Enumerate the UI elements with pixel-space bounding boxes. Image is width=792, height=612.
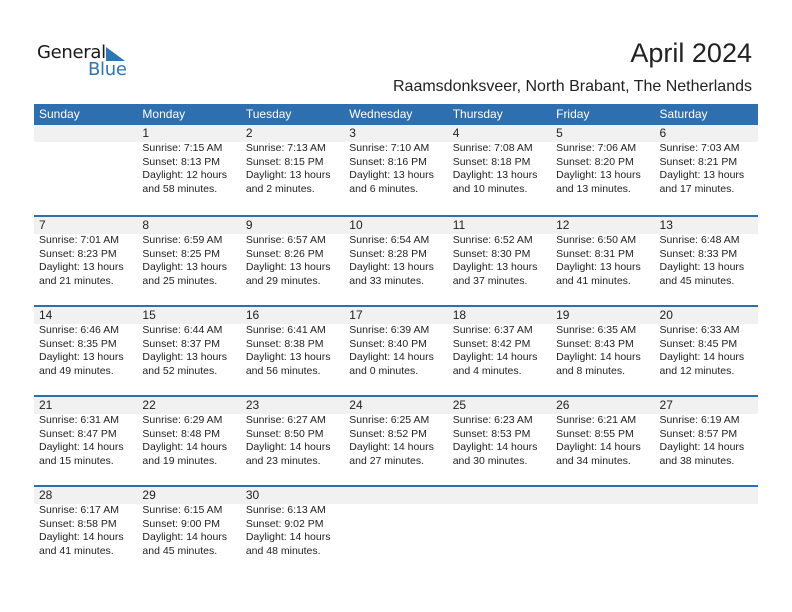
daylight-minutes: and 13 minutes. bbox=[556, 182, 631, 195]
day-number: 11 bbox=[452, 218, 466, 232]
day-number: 28 bbox=[39, 488, 53, 502]
day-number: 4 bbox=[452, 126, 460, 140]
sunrise-time: Sunrise: 7:15 AM bbox=[142, 142, 223, 154]
daylight-minutes: and 45 minutes. bbox=[659, 274, 735, 287]
day-cell bbox=[34, 307, 137, 378]
week-row bbox=[34, 305, 758, 395]
daylight-minutes: and 10 minutes. bbox=[452, 182, 528, 195]
sunrise-time: Sunrise: 6:23 AM bbox=[452, 414, 533, 426]
sunrise-time: Sunrise: 6:54 AM bbox=[349, 234, 430, 246]
day-cell bbox=[241, 125, 344, 196]
sunrise-time: Sunrise: 6:17 AM bbox=[39, 504, 119, 516]
sunset-time: Sunset: 8:52 PM bbox=[349, 427, 427, 440]
day-cell bbox=[551, 307, 654, 378]
day-number: 6 bbox=[659, 126, 667, 140]
sunset-time: Sunset: 8:55 PM bbox=[556, 427, 634, 440]
daylight-hours: Daylight: 13 hours bbox=[659, 261, 745, 273]
daylight-hours: Daylight: 14 hours bbox=[245, 531, 331, 543]
daylight-hours: Daylight: 13 hours bbox=[245, 169, 331, 181]
daylight-minutes: and 25 minutes. bbox=[142, 274, 218, 287]
sunset-time: Sunset: 8:23 PM bbox=[39, 247, 117, 260]
sunset-time: Sunset: 8:20 PM bbox=[556, 155, 634, 168]
daylight-hours: Daylight: 14 hours bbox=[349, 441, 434, 453]
day-cell bbox=[344, 125, 447, 196]
weekday-wednesday: Wednesday bbox=[349, 107, 413, 121]
day-number: 24 bbox=[349, 398, 363, 412]
empty-day-cell bbox=[448, 487, 551, 558]
day-cell bbox=[551, 217, 654, 288]
daylight-minutes: and 49 minutes. bbox=[39, 364, 114, 377]
daylight-minutes: and 4 minutes. bbox=[452, 364, 522, 377]
sunset-time: Sunset: 8:48 PM bbox=[142, 427, 221, 440]
sunrise-time: Sunrise: 6:59 AM bbox=[142, 234, 223, 246]
week-row bbox=[34, 215, 758, 305]
weekday-monday: Monday bbox=[142, 107, 186, 121]
page-title: April 2024 bbox=[630, 38, 752, 68]
week-row bbox=[34, 395, 758, 485]
daylight-hours: Daylight: 13 hours bbox=[142, 261, 228, 273]
weekday-thursday: Thursday bbox=[452, 107, 503, 121]
daylight-hours: Daylight: 14 hours bbox=[659, 441, 745, 453]
week-row bbox=[34, 485, 758, 575]
day-cell bbox=[655, 307, 758, 378]
day-cell bbox=[448, 217, 551, 288]
daylight-minutes: and 2 minutes. bbox=[245, 182, 315, 195]
empty-day-cell bbox=[655, 487, 758, 558]
daylight-hours: Daylight: 13 hours bbox=[452, 261, 538, 273]
sunrise-time: Sunrise: 7:08 AM bbox=[452, 142, 533, 154]
daylight-minutes: and 30 minutes. bbox=[452, 454, 528, 467]
daylight-minutes: and 56 minutes. bbox=[245, 364, 321, 377]
day-number: 3 bbox=[349, 126, 356, 140]
daylight-minutes: and 45 minutes. bbox=[142, 544, 218, 557]
day-number: 5 bbox=[556, 126, 563, 140]
sunrise-time: Sunrise: 6:25 AM bbox=[349, 414, 430, 426]
sunrise-time: Sunrise: 6:52 AM bbox=[452, 234, 533, 246]
day-cell bbox=[241, 217, 344, 288]
sunset-time: Sunset: 9:00 PM bbox=[142, 517, 221, 530]
day-cell bbox=[655, 125, 758, 196]
sunrise-time: Sunrise: 6:37 AM bbox=[452, 324, 533, 336]
location-subtitle: Raamsdonksveer, North Brabant, The Netherlands bbox=[392, 78, 752, 95]
sunset-time: Sunset: 8:18 PM bbox=[452, 155, 531, 168]
daylight-hours: Daylight: 14 hours bbox=[349, 351, 434, 363]
day-number: 12 bbox=[556, 218, 570, 232]
day-cell bbox=[448, 397, 551, 468]
day-number: 23 bbox=[245, 398, 260, 412]
daylight-hours: Daylight: 13 hours bbox=[39, 351, 124, 363]
daylight-hours: Daylight: 13 hours bbox=[452, 169, 538, 181]
sunset-time: Sunset: 8:16 PM bbox=[349, 155, 427, 168]
week-days bbox=[34, 217, 758, 288]
day-number: 7 bbox=[39, 218, 46, 232]
week-days bbox=[34, 397, 758, 468]
daylight-minutes: and 6 minutes. bbox=[349, 182, 419, 195]
day-cell bbox=[448, 125, 551, 196]
day-number: 2 bbox=[245, 126, 253, 140]
daylight-minutes: and 23 minutes. bbox=[245, 454, 321, 467]
sunrise-time: Sunrise: 6:19 AM bbox=[659, 414, 740, 426]
day-number: 22 bbox=[142, 398, 156, 412]
daylight-minutes: and 27 minutes. bbox=[349, 454, 424, 467]
day-number: 21 bbox=[39, 398, 53, 412]
daylight-minutes: and 15 minutes. bbox=[39, 454, 114, 467]
daylight-hours: Daylight: 13 hours bbox=[142, 351, 228, 363]
daylight-minutes: and 52 minutes. bbox=[142, 364, 218, 377]
sunrise-time: Sunrise: 6:31 AM bbox=[39, 414, 119, 426]
day-cell bbox=[137, 307, 240, 378]
sunrise-time: Sunrise: 6:50 AM bbox=[556, 234, 637, 246]
weekday-friday: Friday bbox=[556, 107, 590, 121]
daylight-minutes: and 12 minutes. bbox=[659, 364, 735, 377]
daylight-hours: Daylight: 14 hours bbox=[245, 441, 331, 453]
weeks-container bbox=[34, 104, 758, 575]
daylight-hours: Daylight: 13 hours bbox=[349, 261, 434, 273]
sunrise-time: Sunrise: 7:10 AM bbox=[349, 142, 430, 154]
sunrise-time: Sunrise: 6:46 AM bbox=[39, 324, 119, 336]
sunset-time: Sunset: 8:47 PM bbox=[39, 427, 117, 440]
sunset-time: Sunset: 8:57 PM bbox=[659, 427, 738, 440]
sunrise-time: Sunrise: 7:03 AM bbox=[659, 142, 740, 154]
sunset-time: Sunset: 8:26 PM bbox=[245, 247, 324, 260]
day-cell bbox=[655, 397, 758, 468]
day-cell bbox=[344, 307, 447, 378]
day-cell bbox=[34, 397, 137, 468]
sunset-time: Sunset: 8:35 PM bbox=[39, 337, 117, 350]
day-cell bbox=[137, 125, 240, 196]
daylight-minutes: and 8 minutes. bbox=[556, 364, 625, 377]
sunrise-time: Sunrise: 6:27 AM bbox=[245, 414, 326, 426]
sunrise-time: Sunrise: 6:29 AM bbox=[142, 414, 223, 426]
sunset-time: Sunset: 8:37 PM bbox=[142, 337, 221, 350]
daylight-minutes: and 41 minutes. bbox=[39, 544, 114, 557]
sunset-time: Sunset: 8:15 PM bbox=[245, 155, 324, 168]
daylight-hours: Daylight: 13 hours bbox=[245, 351, 331, 363]
sunset-time: Sunset: 8:45 PM bbox=[659, 337, 738, 350]
day-number: 13 bbox=[659, 218, 673, 232]
daylight-hours: Daylight: 12 hours bbox=[142, 169, 228, 181]
sunset-time: Sunset: 9:02 PM bbox=[245, 517, 324, 530]
brand-logo bbox=[37, 42, 137, 82]
daylight-hours: Daylight: 13 hours bbox=[39, 261, 124, 273]
daylight-minutes: and 38 minutes. bbox=[659, 454, 735, 467]
day-number: 27 bbox=[659, 398, 673, 412]
day-cell bbox=[448, 307, 551, 378]
day-cell bbox=[551, 397, 654, 468]
day-cell bbox=[344, 397, 447, 468]
sunset-time: Sunset: 8:50 PM bbox=[245, 427, 324, 440]
day-cell bbox=[34, 487, 137, 558]
day-cell bbox=[241, 397, 344, 468]
day-number: 26 bbox=[556, 398, 570, 412]
empty-day-cell bbox=[34, 125, 137, 196]
day-number: 20 bbox=[659, 308, 673, 322]
daylight-minutes: and 34 minutes. bbox=[556, 454, 631, 467]
day-cell bbox=[344, 217, 447, 288]
day-number: 16 bbox=[245, 308, 260, 322]
daylight-minutes: and 29 minutes. bbox=[245, 274, 321, 287]
day-cell bbox=[137, 217, 240, 288]
sunrise-time: Sunrise: 6:57 AM bbox=[245, 234, 326, 246]
daylight-hours: Daylight: 14 hours bbox=[142, 441, 228, 453]
day-cell bbox=[137, 397, 240, 468]
sunset-time: Sunset: 8:28 PM bbox=[349, 247, 427, 260]
daylight-hours: Daylight: 14 hours bbox=[39, 531, 124, 543]
week-row bbox=[34, 104, 758, 215]
sunset-time: Sunset: 8:43 PM bbox=[556, 337, 634, 350]
sunrise-time: Sunrise: 7:13 AM bbox=[245, 142, 326, 154]
sunrise-time: Sunrise: 6:13 AM bbox=[245, 504, 326, 516]
weekday-saturday: Saturday bbox=[659, 107, 708, 121]
day-cell bbox=[34, 217, 137, 288]
sunset-time: Sunset: 8:13 PM bbox=[142, 155, 221, 168]
day-cell bbox=[241, 307, 344, 378]
sunrise-time: Sunrise: 6:48 AM bbox=[659, 234, 740, 246]
week-days bbox=[34, 487, 758, 558]
daylight-hours: Daylight: 14 hours bbox=[556, 351, 641, 363]
day-cell bbox=[137, 487, 240, 558]
day-cell bbox=[241, 487, 344, 558]
daylight-hours: Daylight: 14 hours bbox=[39, 441, 124, 453]
daylight-hours: Daylight: 14 hours bbox=[556, 441, 641, 453]
sunset-time: Sunset: 8:30 PM bbox=[452, 247, 531, 260]
day-number: 14 bbox=[39, 308, 53, 322]
daylight-minutes: and 17 minutes. bbox=[659, 182, 735, 195]
empty-day-cell bbox=[551, 487, 654, 558]
daylight-hours: Daylight: 13 hours bbox=[659, 169, 745, 181]
day-number: 18 bbox=[452, 308, 467, 322]
daylight-hours: Daylight: 14 hours bbox=[452, 441, 538, 453]
day-number: 10 bbox=[349, 218, 363, 232]
sunrise-time: Sunrise: 6:39 AM bbox=[349, 324, 430, 336]
week-days bbox=[34, 125, 758, 196]
sunset-time: Sunset: 8:53 PM bbox=[452, 427, 531, 440]
day-number: 30 bbox=[245, 488, 260, 502]
day-number: 9 bbox=[245, 218, 253, 232]
day-cell bbox=[551, 125, 654, 196]
weekday-tuesday: Tuesday bbox=[245, 107, 292, 121]
day-number: 15 bbox=[142, 308, 156, 322]
sunset-time: Sunset: 8:25 PM bbox=[142, 247, 221, 260]
sunrise-time: Sunrise: 6:41 AM bbox=[245, 324, 326, 336]
day-number: 19 bbox=[556, 308, 570, 322]
day-number: 29 bbox=[142, 488, 156, 502]
daylight-hours: Daylight: 14 hours bbox=[659, 351, 745, 363]
sunset-time: Sunset: 8:33 PM bbox=[659, 247, 738, 260]
weekday-sunday: Sunday bbox=[39, 107, 80, 121]
daylight-minutes: and 41 minutes. bbox=[556, 274, 631, 287]
day-number: 8 bbox=[142, 218, 150, 232]
logo-text-blue: Blue bbox=[88, 59, 127, 80]
sunrise-time: Sunrise: 7:06 AM bbox=[556, 142, 637, 154]
logo-text-general: General bbox=[37, 42, 106, 63]
sunrise-time: Sunrise: 7:01 AM bbox=[39, 234, 119, 246]
daylight-hours: Daylight: 13 hours bbox=[556, 169, 641, 181]
day-number: 17 bbox=[349, 308, 363, 322]
daylight-minutes: and 0 minutes. bbox=[349, 364, 419, 377]
sunset-time: Sunset: 8:58 PM bbox=[39, 517, 117, 530]
daylight-minutes: and 33 minutes. bbox=[349, 274, 424, 287]
sunset-time: Sunset: 8:38 PM bbox=[245, 337, 324, 350]
daylight-minutes: and 37 minutes. bbox=[452, 274, 528, 287]
daylight-hours: Daylight: 13 hours bbox=[349, 169, 434, 181]
sunrise-time: Sunrise: 6:44 AM bbox=[142, 324, 223, 336]
empty-day-cell bbox=[344, 487, 447, 558]
daylight-hours: Daylight: 14 hours bbox=[452, 351, 538, 363]
daylight-minutes: and 19 minutes. bbox=[142, 454, 218, 467]
week-days bbox=[34, 307, 758, 378]
sunset-time: Sunset: 8:42 PM bbox=[452, 337, 531, 350]
daylight-minutes: and 48 minutes. bbox=[245, 544, 321, 557]
day-number: 25 bbox=[452, 398, 467, 412]
daylight-hours: Daylight: 13 hours bbox=[245, 261, 331, 273]
day-cell bbox=[655, 217, 758, 288]
sunset-time: Sunset: 8:40 PM bbox=[349, 337, 427, 350]
calendar-grid bbox=[34, 104, 758, 575]
daylight-hours: Daylight: 13 hours bbox=[556, 261, 641, 273]
sunrise-time: Sunrise: 6:21 AM bbox=[556, 414, 637, 426]
sunrise-time: Sunrise: 6:35 AM bbox=[556, 324, 637, 336]
sunset-time: Sunset: 8:21 PM bbox=[659, 155, 738, 168]
daylight-hours: Daylight: 14 hours bbox=[142, 531, 228, 543]
daylight-minutes: and 58 minutes. bbox=[142, 182, 218, 195]
daylight-minutes: and 21 minutes. bbox=[39, 274, 114, 287]
sunrise-time: Sunrise: 6:15 AM bbox=[142, 504, 223, 516]
day-number: 1 bbox=[142, 126, 150, 140]
sunset-time: Sunset: 8:31 PM bbox=[556, 247, 634, 260]
sunrise-time: Sunrise: 6:33 AM bbox=[659, 324, 740, 336]
